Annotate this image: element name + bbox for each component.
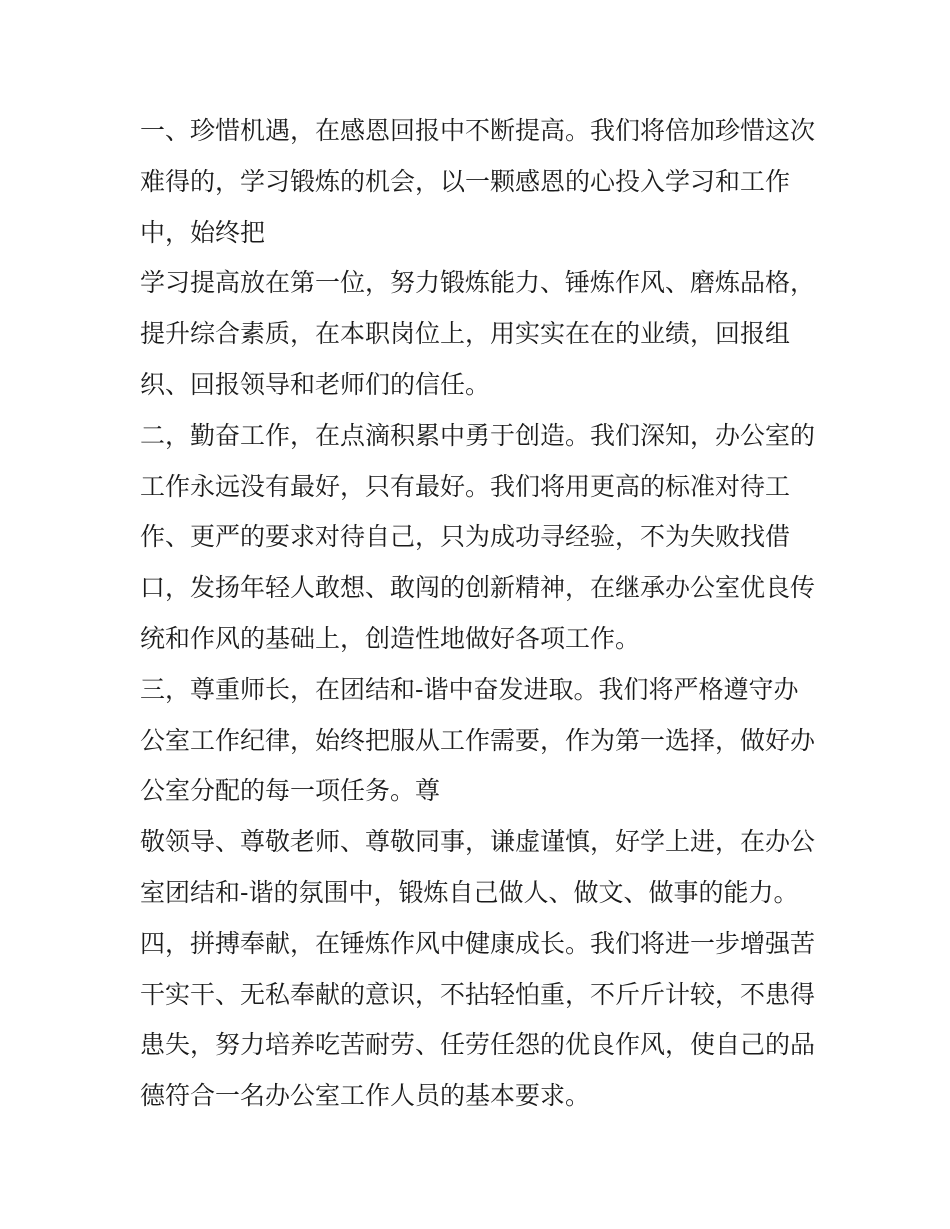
text-line: 三，尊重师长，在团结和-谐中奋发进取。我们将严格遵守办	[140, 674, 799, 704]
text-line: 四，拼搏奉献，在锤炼作风中健康成长。我们将进一步增强苦	[140, 928, 816, 958]
text-line: 一、珍惜机遇，在感恩回报中不断提高。我们将倍加珍惜这次	[140, 116, 816, 145]
text-line: 织、回报领导和老师们的信任。	[140, 369, 491, 399]
document-body	[140, 106, 820, 1122]
text-line: 公室工作纪律，始终把服从工作需要，作为第一选择，做好办	[140, 725, 816, 755]
text-line: 作、更严的要求对待自己，只为成功寻经验，不为失败找借	[140, 522, 791, 552]
text-line: 二，勤奋工作，在点滴积累中勇于创造。我们深知，办公室的	[140, 420, 816, 450]
text-line: 学习提高放在第一位，努力锻炼能力、锤炼作风、磨炼品格，	[140, 268, 816, 298]
text-line: 德符合一名办公室工作人员的基本要求。	[140, 1081, 591, 1111]
text-line: 统和作风的基础上，创造性地做好各项工作。	[140, 623, 641, 653]
text-line: 敬领导、尊敬老师、尊敬同事，谦虚谨慎，好学上进，在办公	[140, 827, 816, 857]
text-line: 工作永远没有最好，只有最好。我们将用更高的标准对待工	[140, 471, 791, 501]
text-line: 室团结和-谐的氛围中，锻炼自己做人、做文、做事的能力。	[140, 877, 799, 907]
text-line: 提升综合素质，在本职岗位上，用实实在在的业绩，回报组	[140, 319, 791, 349]
text-line: 患失，努力培养吃苦耐劳、任劳任怨的优良作风，使自己的品	[140, 1030, 816, 1060]
text-line: 口，发扬年轻人敢想、敢闯的创新精神，在继承办公室优良传	[140, 573, 816, 603]
text-line: 公室分配的每一项任务。尊	[140, 776, 441, 806]
text-line: 难得的，学习锻炼的机会，以一颗感恩的心投入学习和工作	[140, 166, 791, 196]
text-line: 中，始终把	[140, 217, 266, 247]
text-line: 干实干、无私奉献的意识，不拈轻怕重，不斤斤计较，不患得	[140, 979, 816, 1009]
